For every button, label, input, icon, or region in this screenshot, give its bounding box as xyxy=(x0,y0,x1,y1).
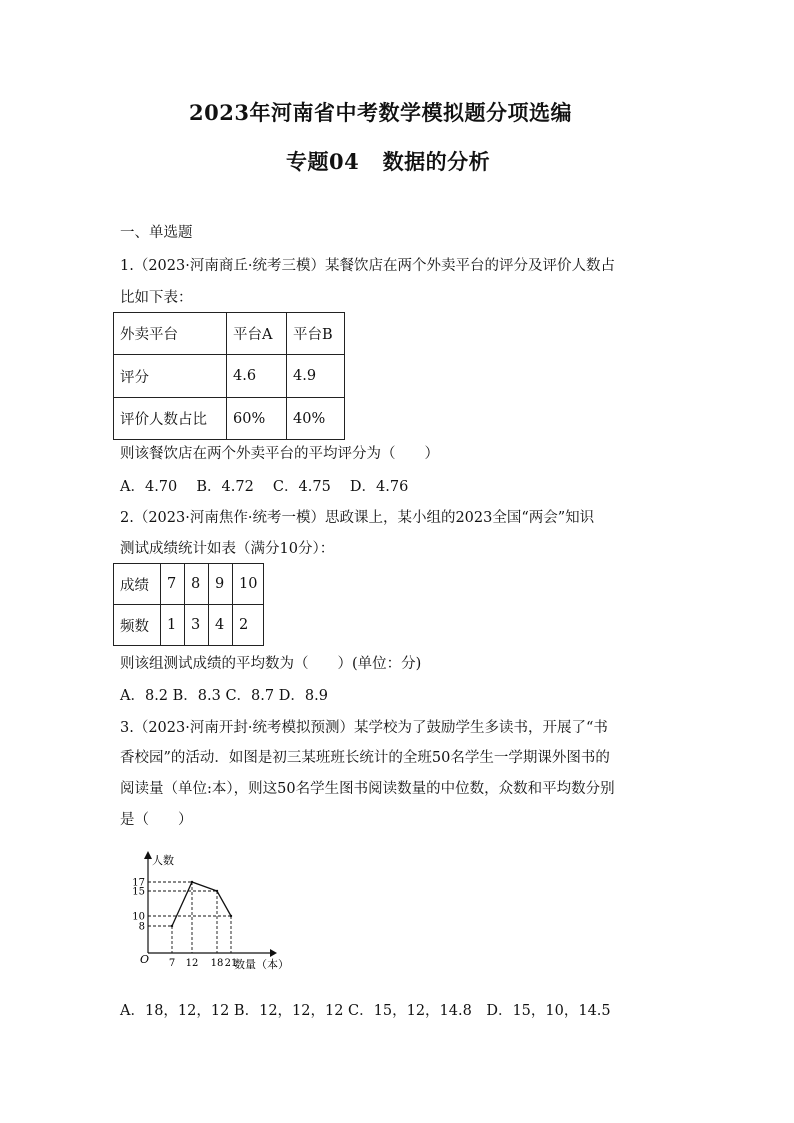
y-axis-label: 人数 xyxy=(152,854,174,867)
x-tick-label: 12 xyxy=(185,958,199,969)
q2-options: A．8.2 B．8.3 C．8.7 D．8.9 xyxy=(120,688,328,704)
x-tick-label: 7 xyxy=(168,958,176,969)
table-cell: 60% xyxy=(227,398,287,440)
x-tick-label: 21 xyxy=(224,958,238,969)
q2-question: 则该组测试成绩的平均数为（ ）(单位：分) xyxy=(120,656,422,672)
table-cell: 9 xyxy=(209,564,233,605)
y-tick-label: 17 xyxy=(132,877,145,889)
section-heading: 一、单选题 xyxy=(120,225,193,241)
q2-table xyxy=(113,563,264,646)
table-cell: 4.6 xyxy=(227,355,287,398)
q1-stem-line2: 比如下表： xyxy=(120,290,193,306)
q1-question: 则该餐饮店在两个外卖平台的平均评分为（ ） xyxy=(120,446,439,462)
y-axis-arrow-icon xyxy=(144,851,152,859)
y-tick-label: 8 xyxy=(138,921,145,933)
table-row xyxy=(114,564,264,605)
table-cell: 评价人数占比 xyxy=(114,398,227,440)
x-axis-label: 数量（本） xyxy=(234,958,289,971)
table-cell: 1 xyxy=(161,605,185,646)
table-cell: 外卖平台 xyxy=(114,313,227,355)
table-row xyxy=(114,398,345,440)
q2-stem-line2: 测试成绩统计如表（满分10分）： xyxy=(120,541,335,557)
table-cell: 频数 xyxy=(114,605,161,646)
table-cell: 40% xyxy=(287,398,345,440)
table-row xyxy=(114,355,345,398)
data-line xyxy=(172,882,231,926)
origin-label: O xyxy=(140,953,150,966)
q1-stem-line1: 1.（2023·河南商丘·统考三模）某餐饮店在两个外卖平台的评分及评价人数占 xyxy=(120,258,615,274)
table-cell: 3 xyxy=(185,605,209,646)
table-cell: 评分 xyxy=(114,355,227,398)
q1-table xyxy=(113,312,345,440)
data-point xyxy=(191,881,193,883)
data-point xyxy=(216,890,218,892)
q3-stem-line4: 是（ ） xyxy=(120,812,193,828)
y-tick-label: 15 xyxy=(132,886,145,898)
table-row xyxy=(114,605,264,646)
table-cell: 4.9 xyxy=(287,355,345,398)
y-tick-label: 10 xyxy=(132,911,145,923)
table-cell: 平台B xyxy=(287,313,345,355)
q3-options: A．18，12，12 B．12，12，12 C．15，12，14.8 D．15，10，14.5 xyxy=(120,1003,611,1019)
table-cell: 平台A xyxy=(227,313,287,355)
q3-stem-line1: 3.（2023·河南开封·统考模拟预测）某学校为了鼓励学生多读书，开展了“书 xyxy=(120,720,608,736)
document-subtitle: 专题04 数据的分析 xyxy=(286,149,491,174)
table-cell: 2 xyxy=(233,605,264,646)
table-row xyxy=(114,313,345,355)
table-cell: 10 xyxy=(233,564,264,605)
x-axis-arrow-icon xyxy=(270,949,277,957)
table-cell: 8 xyxy=(185,564,209,605)
reading-volume-line-chart xyxy=(130,845,320,985)
document-title: 2023年河南省中考数学模拟题分项选编 xyxy=(189,100,572,125)
table-cell: 7 xyxy=(161,564,185,605)
q3-stem-line2: 香校园”的活动．如图是初三某班班长统计的全班50名学生一学期课外图书的 xyxy=(120,750,610,766)
table-cell: 成绩 xyxy=(114,564,161,605)
data-point xyxy=(230,915,232,917)
x-tick-label: 18 xyxy=(210,958,224,969)
table-cell: 4 xyxy=(209,605,233,646)
q3-stem-line3: 阅读量（单位:本），则这50名学生图书阅读数量的中位数，众数和平均数分别 xyxy=(120,781,615,797)
data-point xyxy=(171,925,173,927)
q1-options: A．4.70 B．4.72 C．4.75 D．4.76 xyxy=(120,479,409,495)
q2-stem-line1: 2.（2023·河南焦作·统考一模）思政课上，某小组的2023全国“两会”知识 xyxy=(120,510,595,526)
